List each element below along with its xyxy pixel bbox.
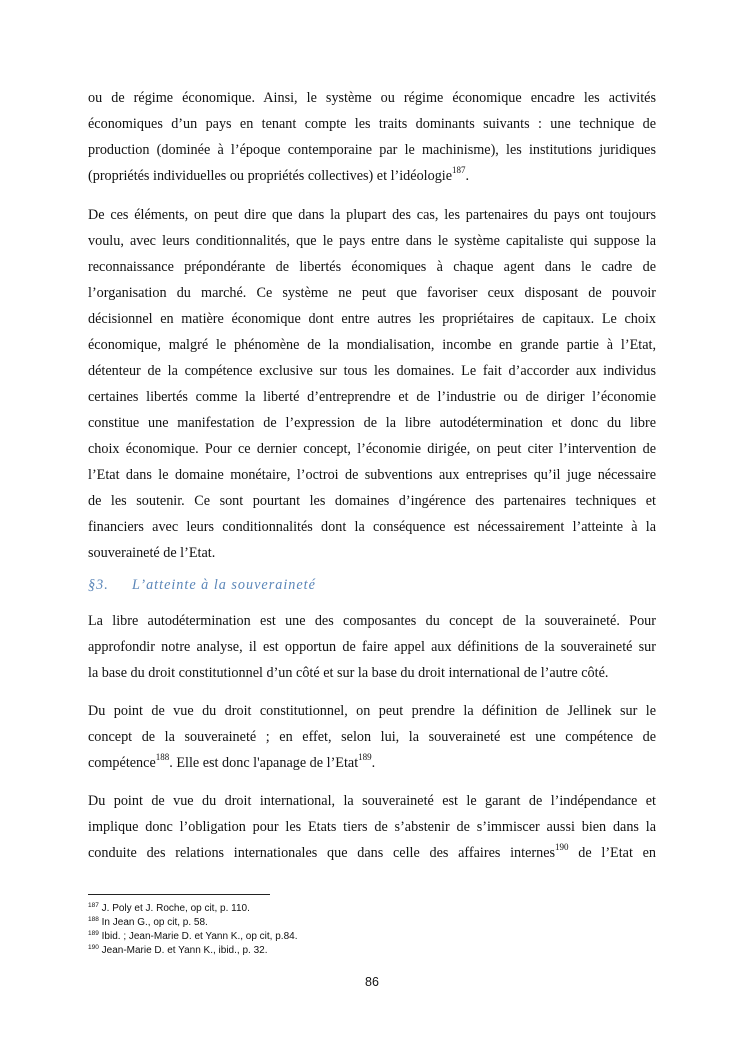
footnote-text: Ibid. ; Jean-Marie D. et Yann K., op cit, p.84.: [98, 931, 298, 942]
text-fragment: . Elle est donc l'apanage de l’Etat: [169, 755, 359, 771]
text-line: l’Etat dans le domaine monétaire, l’octroi de subventions aux entreprises qu’il juge nécessaire: [88, 467, 656, 483]
text-line: concept de la souveraineté ; en effet, selon lui, la souveraineté est une compétence de: [88, 729, 656, 745]
footnote-ref-188[interactable]: 188: [155, 752, 170, 762]
text-line: financiers avec leurs conditionnalités dont la conséquence est nécessairement l’atteinte à la: [88, 519, 656, 535]
text-line: choix économique. Pour ce dernier concept, l’économie dirigée, on peut citer l’intervention de: [88, 441, 656, 457]
text-fragment: (propriétés individuelles ou propriétés collectives) et l’idéologie: [88, 168, 453, 184]
text-line: économique, malgré le phénomène de la mondialisation, incombe en grande partie à l’Etat,: [88, 337, 656, 353]
text-line: certaines libertés comme la liberté d’entreprendre et de l’industrie ou de diriger l’économie: [88, 389, 656, 405]
footnote-ref-190[interactable]: 190: [555, 842, 569, 852]
text-line: détenteur de la compétence exclusive sur tous les domaines. Le fait d’accorder aux individus: [88, 363, 656, 379]
text-fragment: conduite des relations internationales que dans celle des affaires internes: [88, 845, 556, 861]
section-number: §3.: [88, 577, 109, 593]
text-line: [88, 750, 656, 776]
text-line: économiques d’un pays en tenant compte les traits dominants suivants : une technique de: [88, 116, 656, 132]
text-line: [88, 163, 656, 189]
footnote-separator: [88, 894, 270, 895]
text-line: De ces éléments, on peut dire que dans la plupart des cas, les partenaires du pays ont toujours: [88, 207, 656, 223]
text-line: Du point de vue du droit international, la souveraineté est le garant de l’indépendance et: [88, 793, 656, 809]
footnote-number: 188: [88, 916, 99, 923]
section-heading: [88, 577, 316, 594]
footnote-text: J. Poly et J. Roche, op cit, p. 110.: [98, 903, 250, 914]
text-line: voulu, avec leurs conditionnalités, que le pays entre dans le système capitaliste qui suppose la: [88, 233, 656, 249]
text-line: de les soutenir. Ce sont pourtant les domaines d’ingérence des partenaires techniques et: [88, 493, 656, 509]
text-line: approfondir notre analyse, il est opportun de faire appel aux définitions de la souveraineté sur: [88, 639, 656, 655]
paragraph-international-law: [88, 788, 656, 866]
footnote-number: 190: [88, 944, 99, 951]
footnote-189: [88, 930, 297, 944]
text-line: reconnaissance prépondérante de libertés économiques à chaque agent dans le cadre de: [88, 259, 656, 275]
text-line: [88, 840, 656, 866]
footnote-188: [88, 916, 208, 930]
text-fragment: de l’Etat en: [568, 845, 657, 861]
text-line: production (dominée à l’époque contemporaine par le machinisme), les institutions juridiques: [88, 142, 656, 158]
footnote-ref-187[interactable]: 187: [452, 165, 466, 175]
footnote-number: 189: [88, 930, 99, 937]
footnote-text: Jean-Marie D. et Yann K., ibid., p. 32.: [98, 945, 268, 956]
text-line: Du point de vue du droit constitutionnel, on peut prendre la définition de Jellinek sur le: [88, 703, 656, 719]
text-fragment: compétence: [88, 755, 156, 771]
text-line: ou de régime économique. Ainsi, le système ou régime économique encadre les activités: [88, 90, 656, 106]
text-line: implique donc l’obligation pour les Etats tiers de s’abstenir de s’immiscer aussi bien dans la: [88, 819, 656, 835]
footnote-190: [88, 944, 267, 958]
text-line: l’organisation du marché. Ce système ne peut que favoriser ceux disposant de pouvoir: [88, 285, 656, 301]
page-number: 86: [365, 975, 379, 989]
footnote-ref-189[interactable]: 189: [358, 752, 372, 762]
paragraph-partners-conditionality: [88, 202, 656, 566]
paragraph-constitutional-law: [88, 698, 656, 776]
paragraph-economic-regime: [88, 85, 656, 189]
paragraph-self-determination: [88, 608, 656, 686]
text-line: la base du droit constitutionnel d’un côté et sur la base du droit international de l’autre côté.: [88, 665, 609, 681]
text-line: constitue une manifestation de l’expression de la libre autodétermination et donc du libre: [88, 415, 656, 431]
footnote-number: 187: [88, 902, 99, 909]
text-fragment: .: [465, 168, 470, 184]
footnote-187: [88, 902, 250, 916]
footnote-text: In Jean G., op cit, p. 58.: [98, 917, 208, 928]
text-fragment: .: [371, 755, 376, 771]
text-line: La libre autodétermination est une des composantes du concept de la souveraineté. Pour: [88, 613, 656, 629]
text-line: décisionnel en matière économique dont entre autres les propriétaires de capitaux. Le choix: [88, 311, 656, 327]
section-title: L’atteinte à la souveraineté: [132, 577, 316, 593]
text-line: souveraineté de l’Etat.: [88, 545, 216, 561]
